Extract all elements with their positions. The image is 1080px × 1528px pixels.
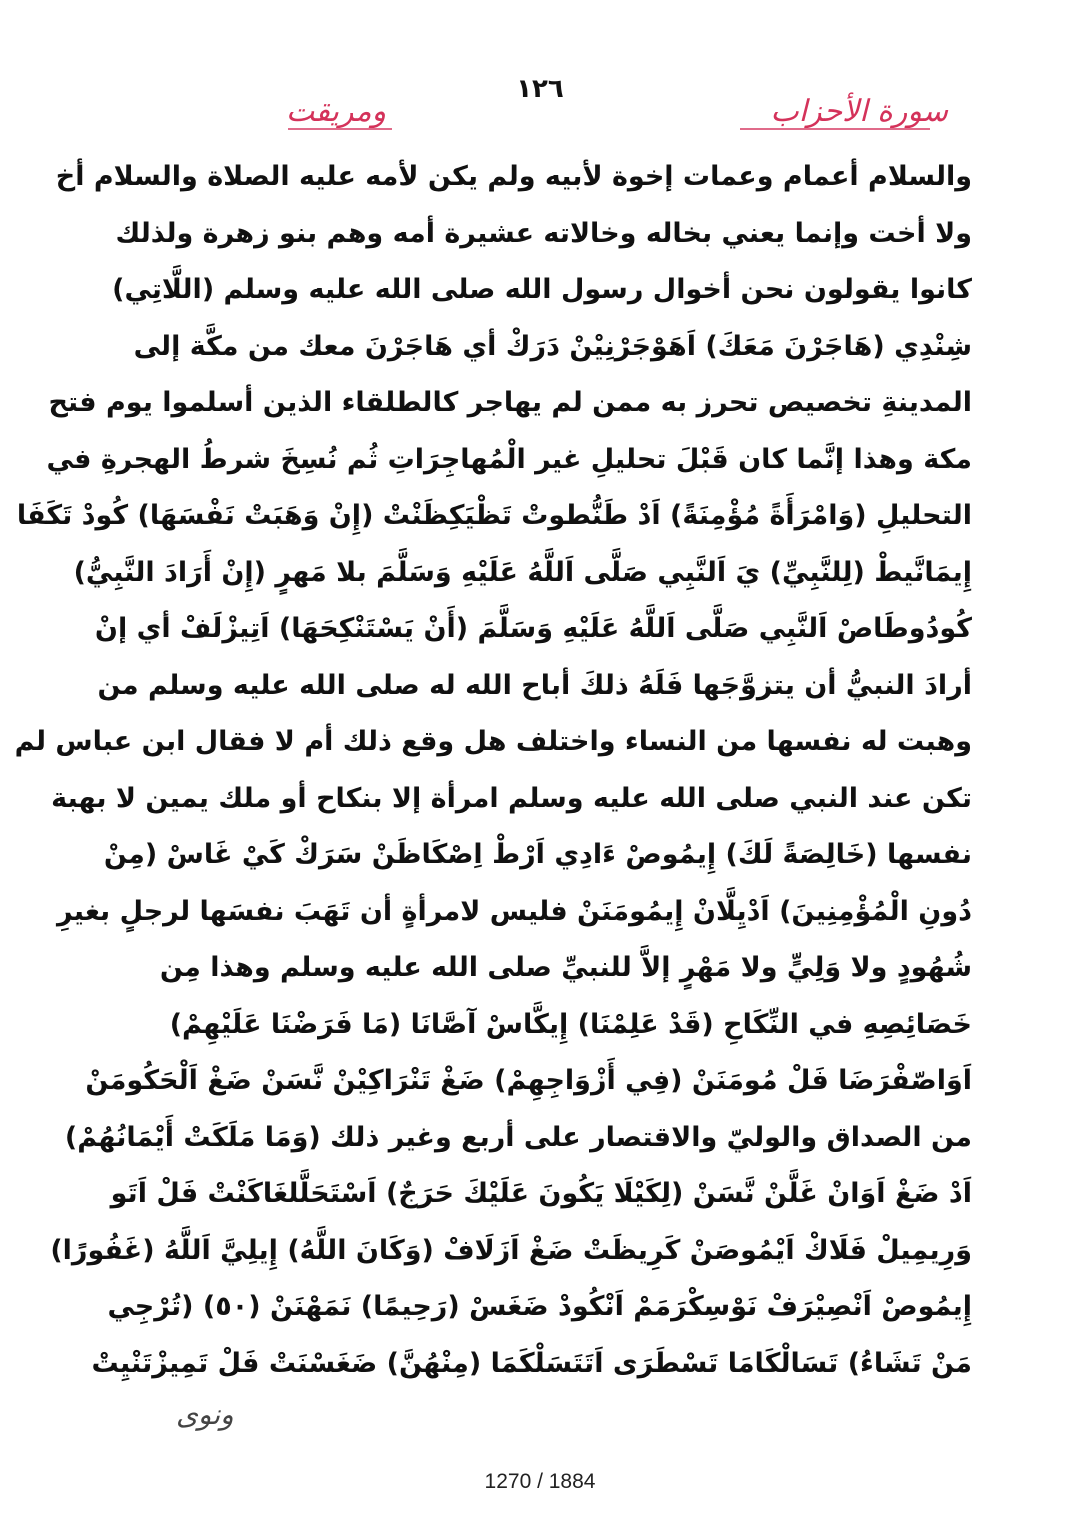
text-line: إِيمُوصْ اَنْصِيْرَفْ نَوْسِكْرَمَمْ اَنْكُودْ ضَغَسْ (رَحِيمًا) نَمَهْنَنْ (٥٠) (تُرْجِي bbox=[107, 1291, 972, 1322]
text-line: شُهُودٍ ولا وَلِيٍّ ولا مَهْرٍ إلاَّ للنبيِّ صلى الله عليه وسلم وهذا مِن bbox=[159, 952, 972, 983]
page-counter: 1270 / 1884 bbox=[484, 1470, 596, 1493]
margin-note-top-left: ومريقت bbox=[286, 94, 387, 129]
text-line: المدينةِ تخصيص تحرز به ممن لم يهاجر كالطلقاء الذين أسلموا يوم فتح bbox=[48, 387, 972, 418]
text-line: مَنْ تَشَاءُ) تَسَالْكَامَا تَسْطَرَى اَتَتَسَلْكَمَا (مِنْهُنَّ) ضَغَسْنَتْ فَلْ تَمِيزْتَنْيِتْ bbox=[91, 1347, 972, 1379]
text-line: من الصداق والوليّ والاقتصار على أربع وغير ذلك (وَمَا مَلَكَتْ أَيْمَانُهُمْ) bbox=[64, 1121, 972, 1153]
margin-note-underline bbox=[288, 128, 392, 130]
margin-note-surah-name: سورة الأحزاب bbox=[770, 94, 948, 129]
text-line: كُودُوطَاصْ اَلنَّبِي صَلَّى اَللَّهُ عَلَيْهِ وَسَلَّمَ (أَنْ يَسْتَنْكِحَهَا) اَتِيزْلَفْ أي إنْ bbox=[94, 613, 972, 644]
text-line: اَوَاصّفْرَضَا فَلْ مُومَنَنْ (فِي أَزْوَاجِهِمْ) ضَغْ تَنْرَاكِيْنْ نَّسَنْ ضَغْ اَلْحَكُومَنْ bbox=[85, 1065, 972, 1096]
text-line: تكن عند النبي صلى الله عليه وسلم امرأة إلا بنكاح أو ملك يمين لا بهبة bbox=[51, 782, 972, 814]
text-line: كانوا يقولون نحن أخوال رسول الله صلى الله عليه وسلم (اللَّاتِي) bbox=[112, 274, 972, 305]
text-line: دُونِ الْمُؤْمِنِينَ) اَدْيِلَّانْ إِيمُومَنَنْ فليس لامرأةٍ أن تَهَبَ نفسَها لرجلٍ بغيرِ bbox=[57, 895, 972, 927]
text-line: شِنْدِي (هَاجَرْنَ مَعَكَ) اَهَوْجَرْنِيْنْ دَرَكْ أي هَاجَرْنَ معك من مكَّة إلى bbox=[133, 330, 972, 362]
text-line: اَدْ ضَغْ اَوَانْ غَلَّنْ نَّسَنْ (لِكَيْلَا يَكُونَ عَلَيْكَ حَرَجٌ) اَسْتَحَلَّلغَاكَنْتْ فَلْ اَتَو bbox=[110, 1178, 972, 1209]
margin-note-bottom: ونوى bbox=[176, 1398, 234, 1431]
text-line: ولا أخت وإنما يعني بخاله وخالاته عشيرة أمه وهم بنو زهرة ولذلك bbox=[115, 217, 972, 249]
text-line: والسلام أعمام وعمات إخوة لأبيه ولم يكن لأمه عليه الصلاة والسلام أخ bbox=[55, 161, 972, 192]
text-line: خَصَائِصِهِ في النِّكَاحِ (قَدْ عَلِمْنَا) إِيكَّاسْ آصَّانَا (مَا فَرَضْنَا عَلَيْهِمْ) bbox=[169, 1008, 972, 1040]
text-line: مكة وهذا إنَّما كان قَبْلَ تحليلِ غير الْمُهاجِرَاتِ ثُم نُسِخَ شرطُ الهجرةِ في bbox=[46, 443, 972, 475]
text-line: التحليلِ (وَامْرَأَةً مُؤْمِنَةً) اَدْ طَنُّطوتْ تَظْيَكِظَنْتْ (إِنْ وَهَبَتْ نَفْسَهَا) كُودْ تَكَفَا bbox=[16, 500, 972, 531]
text-line: إِيمَانَّيطْ (لِلنَّبِيِّ) يَ اَلنَّبِي صَلَّى اَللَّهُ عَلَيْهِ وَسَلَّمَ بلا مَهرٍ (إِنْ أَرَادَ النَّبِيُّ) bbox=[73, 556, 972, 588]
page-number: ١٢٦ bbox=[516, 74, 564, 104]
margin-note-underline bbox=[740, 128, 930, 130]
text-line: وَرِيمِيلْ فَلَاكْ اَيْمُوصَنْ كَرِيظَتْ ضَغْ اَزَلَافْ (وَكَانَ اللَّهُ) إِيلِيَّ اَللَّهُ (غَفُورًا) bbox=[50, 1234, 972, 1266]
body-text bbox=[14, 149, 972, 1392]
text-line: وهبت له نفسها من النساء واختلف هل وقع ذلك أم لا فقال ابن عباس لم bbox=[14, 726, 972, 757]
text-line: أرادَ النبيُّ أن يتزوَّجَها فَلَهُ ذلكَ أباح الله له صلى الله عليه وسلم من bbox=[97, 669, 972, 701]
text-line: نفسها (خَالِصَةً لَكَ) إِيمُوصْ ءَادِي اَرْطْ اِصْكَاظَنْ سَرَكْ كَيْ غَاسْ (مِنْ bbox=[103, 839, 972, 870]
